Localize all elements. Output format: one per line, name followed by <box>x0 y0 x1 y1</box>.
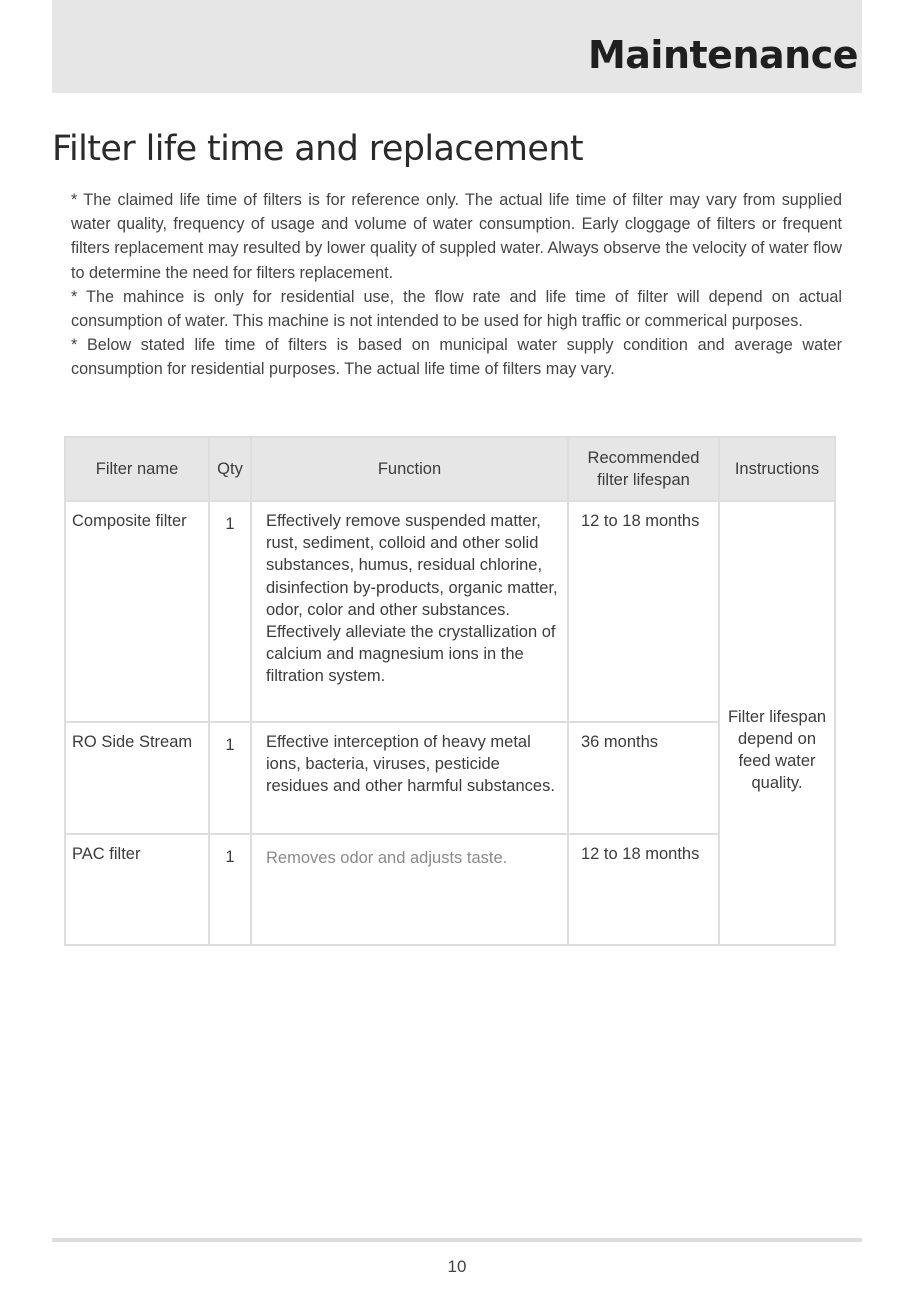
page-number: 10 <box>447 1257 467 1276</box>
footer-divider <box>52 1238 862 1242</box>
header-qty: Qty <box>209 437 251 501</box>
cell-function: Effective interception of heavy metal ions, bacteria, viruses, pesticide residues and other harmful substances. <box>251 722 568 834</box>
header-instructions: Instructions <box>719 437 835 501</box>
cell-instructions: Filter lifespan depend on feed water quality. <box>719 501 835 945</box>
cell-filter-name: RO Side Stream <box>65 722 209 834</box>
note-municipal: * Below stated life time of filters is based on municipal water supply condition and average water consumption for residential purposes. The actual life time of filters may vary. <box>71 336 842 379</box>
header-lifespan: Recommended filter lifespan <box>568 437 719 501</box>
cell-qty: 1 <box>209 834 251 945</box>
filter-table <box>64 436 836 946</box>
cell-filter-name: PAC filter <box>65 834 209 945</box>
note-reference: * The claimed life time of filters is for reference only. The actual life time of filter may vary from supplied water quality, frequency of usage and volume of water consumption. Early cloggage of filters or frequent filters replacement may resulted by lower quality of suppled water. Always observe the velocity of water flow to determine the need for filters replacement. <box>71 191 842 282</box>
note-residential: * The mahince is only for residential use, the flow rate and life time of filter will depend on actual consumption of water. This machine is not intended to be used for high traffic or commerical purposes. <box>71 287 842 331</box>
cell-filter-name: Composite filter <box>65 501 209 722</box>
cell-function: Effectively remove suspended matter, rust, sediment, colloid and other solid substances, humus, residual chlorine, disinfection by-products, organic matter, odor, color and other substances. Effectively alleviate the crystallization of calcium and magnesium ions in the filtration system. <box>251 501 568 722</box>
notes-block <box>71 188 842 382</box>
cell-function: Removes odor and adjusts taste. <box>251 834 568 945</box>
cell-lifespan: 12 to 18 months <box>568 501 719 722</box>
cell-qty: 1 <box>209 722 251 834</box>
cell-lifespan: 12 to 18 months <box>568 834 719 945</box>
cell-qty: 1 <box>209 501 251 722</box>
cell-lifespan: 36 months <box>568 722 719 834</box>
section-title: Maintenance <box>587 33 858 77</box>
header-filter-name: Filter name <box>65 437 209 501</box>
table-header-row <box>65 437 835 501</box>
table-row <box>65 501 835 722</box>
page-heading: Filter life time and replacement <box>52 129 584 169</box>
header-function: Function <box>251 437 568 501</box>
